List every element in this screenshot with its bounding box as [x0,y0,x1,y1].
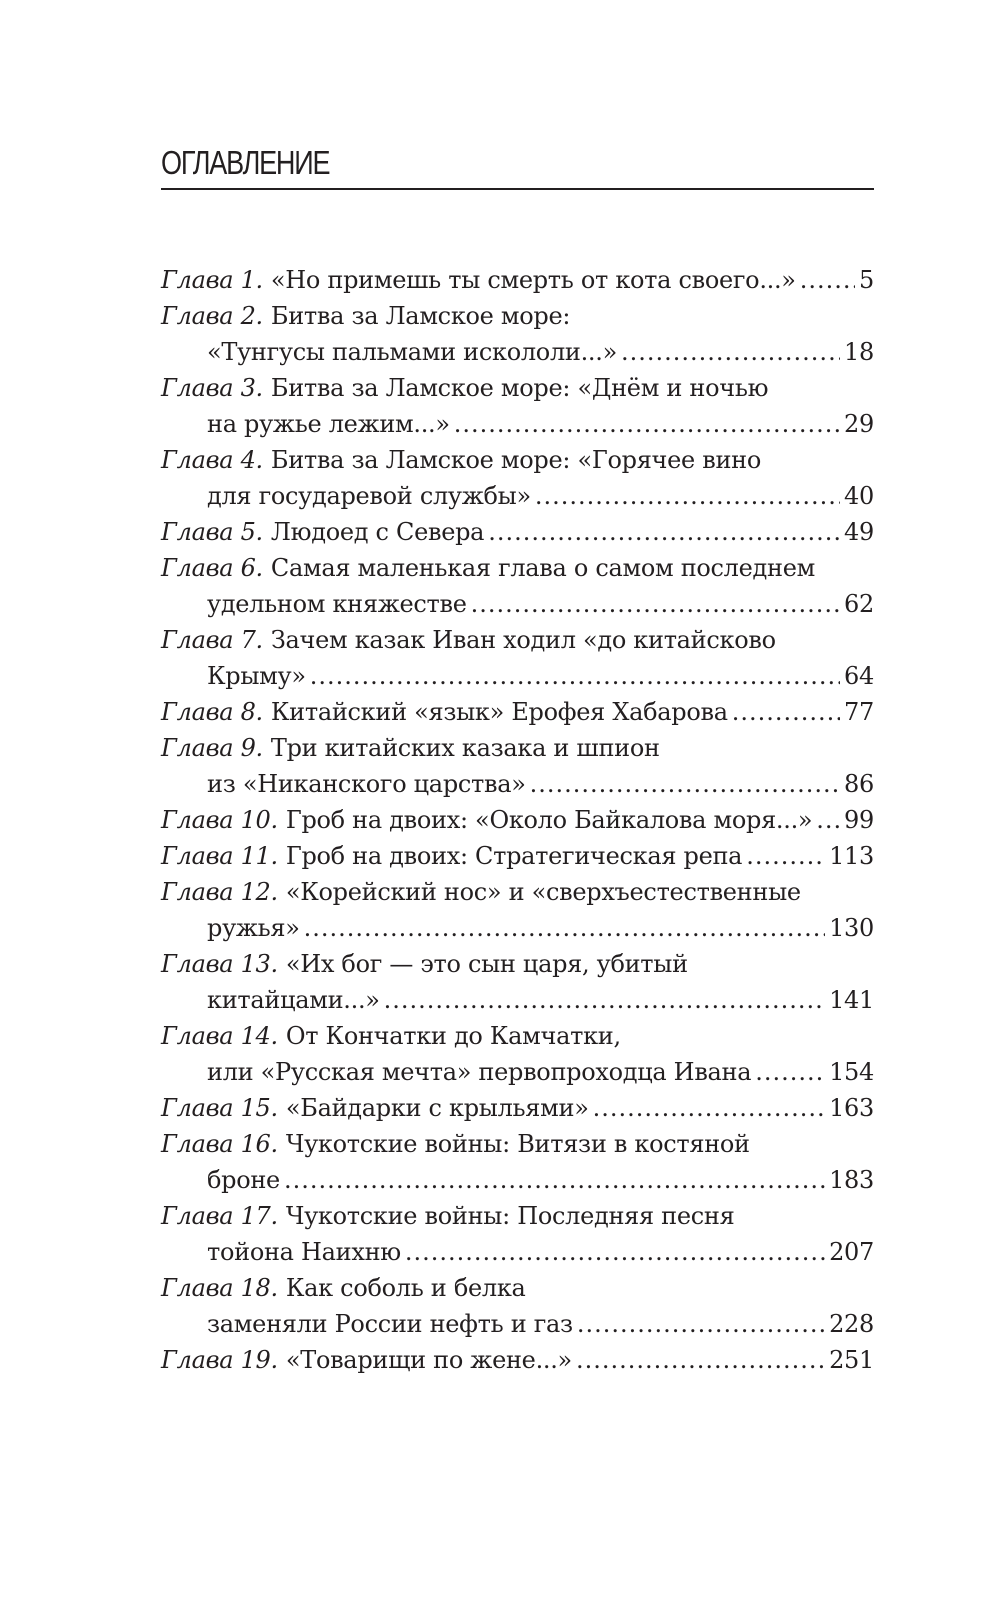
page-number: 163 [829,1094,874,1122]
page-number: 130 [829,914,874,942]
chapter-title: Людоед с Севера [270,518,485,546]
toc-entry [161,1018,874,1090]
chapter-title: «Корейский нос» и «сверхъестественные [285,878,801,906]
toc-entry [161,262,874,298]
page-number: 99 [844,806,874,834]
toc-entry-first-line [161,874,874,910]
page-number: 207 [829,1238,874,1266]
chapter-label: Глава 2. [161,302,263,330]
dot-leader [454,406,840,442]
chapter-title: Три китайских казака и шпион [270,734,660,762]
chapter-label: Глава 11. [161,842,278,870]
chapter-title: От Кончатки до Камчатки, [285,1022,621,1050]
chapter-title: китайцами...» [207,986,380,1014]
toc-entry [161,514,874,550]
chapter-title: «Но примешь ты смерть от кота своего...» [270,266,796,294]
chapter-title: Чукотские войны: Последняя песня [285,1202,735,1230]
toc-entry [161,1342,874,1378]
dot-leader [304,910,825,946]
toc-entry [161,1126,874,1198]
toc-entry [161,874,874,946]
chapter-label: Глава 17. [161,1202,278,1230]
toc-entry-first-line [161,442,874,478]
page-number: 86 [844,770,874,798]
toc-entry-first-line [161,622,874,658]
toc-entry [161,550,874,622]
dot-leader [310,658,840,694]
toc-entry-first-line [161,1018,874,1054]
chapter-label: Глава 8. [161,698,263,726]
chapter-label: Глава 14. [161,1022,278,1050]
chapter-title: Китайский «язык» Ерофея Хабарова [270,698,728,726]
toc-entry-continuation-line [161,1054,874,1090]
toc-entry-first-line [161,802,874,838]
toc-entry-continuation-line [161,586,874,622]
chapter-label: Глава 9. [161,734,263,762]
chapter-label: Глава 12. [161,878,278,906]
toc-entry [161,730,874,802]
toc-entry-continuation-line [161,766,874,802]
toc-entry-continuation-line [161,478,874,514]
dot-leader [593,1090,825,1126]
toc-entry-first-line [161,1126,874,1162]
dot-leader [732,694,840,730]
chapter-title: тойона Наихню [207,1238,401,1266]
chapter-title: Крыму» [207,662,306,690]
toc-entry [161,622,874,694]
chapter-title: или «Русская мечта» первопроходца Ивана [207,1058,752,1086]
chapter-label: Глава 19. [161,1346,278,1374]
toc-entry-first-line [161,946,874,982]
toc-entry-first-line [161,1342,874,1378]
toc-entry [161,370,874,442]
chapter-title: «Байдарки с крыльями» [285,1094,589,1122]
toc-entry [161,1090,874,1126]
page-number: 113 [829,842,874,870]
chapter-title: из «Никанского царства» [207,770,526,798]
chapter-title: Битва за Ламское море: «Горячее вино [270,446,761,474]
dot-leader [488,514,840,550]
dot-leader [384,982,825,1018]
chapter-title: «Товарищи по жене...» [285,1346,572,1374]
chapter-label: Глава 6. [161,554,263,582]
toc-entry [161,802,874,838]
chapter-label: Глава 16. [161,1130,278,1158]
toc-entry [161,442,874,514]
chapter-label: Глава 1. [161,266,263,294]
dot-leader [535,478,840,514]
page-number: 64 [844,662,874,690]
page-number: 228 [829,1310,874,1338]
chapter-title: Битва за Ламское море: «Днём и ночью [270,374,769,402]
toc-entry-first-line [161,262,874,298]
page-number: 141 [829,986,874,1014]
page-number: 62 [844,590,874,618]
chapter-title: Самая маленькая глава о самом последнем [270,554,815,582]
page-number: 77 [844,698,874,726]
toc-entry-continuation-line [161,406,874,442]
dot-leader [576,1342,825,1378]
toc-list [161,262,874,1378]
toc-entry-first-line [161,730,874,766]
chapter-title: Битва за Ламское море: [270,302,571,330]
chapter-title: «Тунгусы пальмами искололи...» [207,338,617,366]
toc-entry [161,1198,874,1270]
toc-entry-continuation-line [161,910,874,946]
chapter-title: Гроб на двоих: «Около Байкалова моря...» [285,806,813,834]
chapter-label: Глава 18. [161,1274,278,1302]
page-number: 154 [829,1058,874,1086]
toc-entry-continuation-line [161,1162,874,1198]
toc-entry-continuation-line [161,334,874,370]
dot-leader [577,1306,825,1342]
chapter-label: Глава 15. [161,1094,278,1122]
chapter-title: удельном княжестве [207,590,467,618]
page-number: 40 [844,482,874,510]
toc-entry-continuation-line [161,1306,874,1342]
toc-entry-first-line [161,1270,874,1306]
toc-entry [161,838,874,874]
chapter-title: для государевой службы» [207,482,531,510]
chapter-label: Глава 5. [161,518,263,546]
toc-entry [161,946,874,1018]
chapter-title: ружья» [207,914,300,942]
chapter-title: заменяли России нефть и газ [207,1310,573,1338]
page-number: 49 [844,518,874,546]
chapter-title: «Их бог — это сын царя, убитый [285,950,688,978]
toc-entry-continuation-line [161,658,874,694]
page-number: 251 [829,1346,874,1374]
dot-leader [800,262,855,298]
dot-leader [621,334,840,370]
chapter-label: Глава 3. [161,374,263,402]
toc-entry [161,1270,874,1342]
chapter-label: Глава 10. [161,806,278,834]
dot-leader [405,1234,825,1270]
dot-leader [746,838,825,874]
dot-leader [816,802,840,838]
chapter-title: Зачем казак Иван ходил «до китайсково [270,626,776,654]
page-number: 183 [829,1166,874,1194]
chapter-label: Глава 7. [161,626,263,654]
chapter-title: Как соболь и белка [285,1274,526,1302]
chapter-title: на ружье лежим...» [207,410,450,438]
heading-rule [161,188,874,190]
toc-entry-first-line [161,838,874,874]
toc-entry-first-line [161,514,874,550]
dot-leader [284,1162,825,1198]
toc-entry-first-line [161,550,874,586]
toc-entry-continuation-line [161,1234,874,1270]
toc-entry-first-line [161,298,874,334]
toc-entry-first-line [161,1198,874,1234]
page-number: 5 [859,266,874,294]
toc-entry-first-line [161,370,874,406]
chapter-label: Глава 4. [161,446,263,474]
toc-entry-continuation-line [161,982,874,1018]
chapter-title: броне [207,1166,280,1194]
page-number: 18 [844,338,874,366]
page-title: ОГЛАВЛЕНИЕ [161,144,330,181]
toc-entry-first-line [161,1090,874,1126]
chapter-title: Гроб на двоих: Стратегическая репа [285,842,743,870]
page-number: 29 [844,410,874,438]
toc-entry-first-line [161,694,874,730]
chapter-label: Глава 13. [161,950,278,978]
dot-leader [755,1054,825,1090]
dot-leader [530,766,840,802]
toc-entry [161,298,874,370]
chapter-title: Чукотские войны: Витязи в костяной [285,1130,750,1158]
dot-leader [471,586,840,622]
toc-entry [161,694,874,730]
